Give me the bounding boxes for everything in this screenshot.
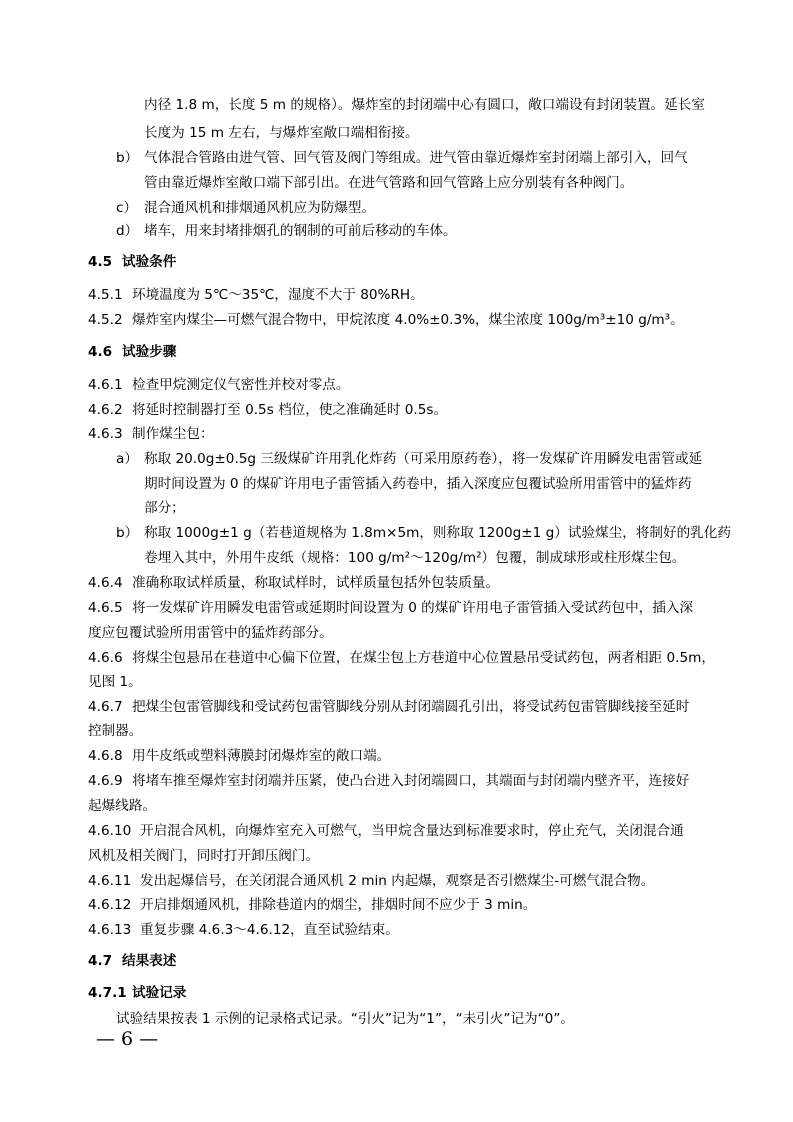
- text-line: [88, 673, 142, 691]
- text-line: [88, 286, 424, 304]
- text-line: [88, 722, 142, 740]
- text-line: [88, 425, 214, 443]
- clause-number: b）: [116, 525, 139, 541]
- line-text: 称取 20.0g±0.5g 三级煤矿许用乳化炸药（可采用原药卷），将一发煤矿许用瞬发电雷管或延: [144, 451, 703, 467]
- clause-number: 4.6.5: [88, 600, 123, 616]
- line-text: 称取 1000g±1 g（若巷道规格为 1.8m×5m，则称取 1200g±1 g）试验煤尘，将制好的乳化药: [144, 525, 731, 541]
- line-text: 开启混合风机，向爆炸室充入可燃气，当甲烷含量达到标准要求时，停止充气，关闭混合通: [140, 823, 684, 839]
- section-heading: [88, 952, 176, 970]
- line-text: 度应包覆试验所用雷管中的猛炸药部分。: [88, 625, 333, 641]
- line-text: 制作煤尘包：: [132, 426, 214, 442]
- line-text: 试验步骤: [122, 344, 177, 360]
- line-text: 见图 1。: [88, 674, 142, 690]
- line-text: 环境温度为 5℃～35℃，湿度不大于 80%RH。: [132, 287, 424, 303]
- text-line: [116, 222, 457, 240]
- line-text: 内径 1.8 m，长度 5 m 的规格）。爆炸室的封闭端中心有圆口，敞口端设有封闭装置。延长室: [144, 97, 705, 113]
- clause-number: 4.6.6: [88, 650, 123, 666]
- text-line: [88, 921, 399, 939]
- line-text: 管由靠近爆炸室敞口端下部引出。在进气管路和回气管路上应分别装有各种阀门。: [144, 175, 634, 191]
- line-text: 检查甲烷测定仪气密性并校对零点。: [132, 377, 350, 393]
- line-text: 试验记录: [132, 985, 187, 1001]
- section-heading: [88, 253, 176, 271]
- clause-number: 4.6.13: [88, 922, 132, 938]
- text-line: [144, 96, 705, 114]
- line-text: 部分；: [144, 500, 185, 516]
- text-line: [88, 872, 654, 890]
- text-line: [88, 747, 390, 765]
- line-text: 堵车，用来封堵排烟孔的钢制的可前后移动的车体。: [144, 223, 457, 239]
- text-line: [116, 1010, 574, 1028]
- clause-number: a）: [116, 451, 138, 467]
- text-line: [144, 499, 185, 517]
- clause-number: 4.5.1: [88, 287, 123, 303]
- clause-number: 4.6.12: [88, 897, 132, 913]
- text-line: [88, 797, 156, 815]
- line-text: 卷埋入其中，外用牛皮纸（规格：100 g/m²～120g/m²）包覆，制成球形或柱形煤尘包。: [144, 550, 686, 566]
- text-line: [144, 475, 691, 493]
- text-line: [88, 311, 684, 329]
- clause-number: 4.7.1: [88, 985, 127, 1001]
- text-line: [88, 896, 536, 914]
- line-text: 开启排烟通风机，排除巷道内的烟尘，排烟时间不应少于 3 min。: [140, 897, 537, 913]
- line-text: 结果表述: [122, 953, 177, 969]
- text-line: [88, 376, 350, 394]
- text-line: [144, 549, 685, 567]
- line-text: 准确称取试样质量，称取试样时，试样质量包括外包装质量。: [132, 575, 500, 591]
- line-text: 发出起爆信号，在关闭混合通风机 2 min 内起爆，观察是否引燃煤尘-可燃气混合物。: [140, 873, 655, 889]
- clause-number: 4.6.3: [88, 426, 123, 442]
- line-text: 将堵车推至爆炸室封闭端并压紧，使凸台进入封闭端圆口，其端面与封闭端内壁齐平，连接好: [132, 773, 690, 789]
- line-text: 风机及相关阀门，同时打开卸压阀门。: [88, 848, 320, 864]
- clause-number: 4.6.2: [88, 402, 123, 418]
- text-line: [88, 624, 333, 642]
- clause-number: 4.6.7: [88, 699, 123, 715]
- line-text: 长度为 15 m 左右，与爆炸室敞口端相衔接。: [144, 125, 419, 141]
- clause-number: 4.6.1: [88, 377, 123, 393]
- line-text: 爆炸室内煤尘—可燃气混合物中，甲烷浓度 4.0%±0.3%，煤尘浓度 100g/m³±10 g/m³。: [132, 312, 684, 328]
- clause-number: 4.6.9: [88, 773, 123, 789]
- section-heading: [88, 984, 186, 1002]
- clause-number: b）: [116, 150, 139, 166]
- line-text: 试验条件: [122, 254, 177, 270]
- line-text: 期时间设置为 0 的煤矿许用电子雷管插入药卷中，插入深度应包覆试验所用雷管中的猛炸药: [144, 476, 692, 492]
- text-line: [88, 847, 319, 865]
- clause-number: c）: [116, 200, 138, 216]
- clause-number: d）: [116, 223, 139, 239]
- line-text: 用牛皮纸或塑料薄膜封闭爆炸室的敞口端。: [132, 748, 391, 764]
- text-line: [88, 772, 689, 790]
- line-text: 起爆线路。: [88, 798, 156, 814]
- text-line: [88, 574, 499, 592]
- text-line: [144, 124, 419, 142]
- line-text: 将一发煤矿许用瞬发电雷管或延期时间设置为 0 的煤矿许用电子雷管插入受试药包中，插入深: [132, 600, 694, 616]
- clause-number: 4.7: [88, 953, 113, 969]
- clause-number: 4.6.10: [88, 823, 132, 839]
- line-text: 气体混合管路由进气管、回气管及阀门等组成。进气管由靠近爆炸室封闭端上部引入，回气: [144, 150, 688, 166]
- line-text: 混合通风机和排烟通风机应为防爆型。: [144, 200, 376, 216]
- text-line: [116, 450, 702, 468]
- section-heading: [88, 343, 176, 361]
- text-line: [144, 174, 633, 192]
- line-text: 试验结果按表 1 示例的记录格式记录。“引火”记为“1”，“未引火”记为“0”。: [116, 1011, 574, 1027]
- clause-number: 4.6.4: [88, 575, 123, 591]
- line-text: 控制器。: [88, 723, 143, 739]
- line-text: 把煤尘包雷管脚线和受试药包雷管脚线分别从封闭端圆孔引出，将受试药包雷管脚线接至延时: [132, 699, 690, 715]
- text-line: [88, 698, 689, 716]
- line-text: 将煤尘包悬吊在巷道中心偏下位置，在煤尘包上方巷道中心位置悬吊受试药包，两者相距 0.5m，: [132, 650, 715, 666]
- text-line: [116, 524, 731, 542]
- text-line: [88, 649, 715, 667]
- text-line: [116, 149, 688, 167]
- clause-number: 4.6.8: [88, 748, 123, 764]
- text-line: [116, 199, 375, 217]
- clause-number: 4.5: [88, 254, 113, 270]
- line-text: 重复步骤 4.6.3～4.6.12，直至试验结束。: [140, 922, 399, 938]
- clause-number: 4.6: [88, 344, 113, 360]
- clause-number: 4.5.2: [88, 312, 123, 328]
- text-line: [88, 599, 693, 617]
- text-line: [88, 401, 447, 419]
- text-line: [88, 822, 684, 840]
- page-number: — 6 —: [96, 1028, 159, 1050]
- line-text: 将延时控制器打至 0.5s 档位，使之准确延时 0.5s。: [132, 402, 448, 418]
- clause-number: 4.6.11: [88, 873, 132, 889]
